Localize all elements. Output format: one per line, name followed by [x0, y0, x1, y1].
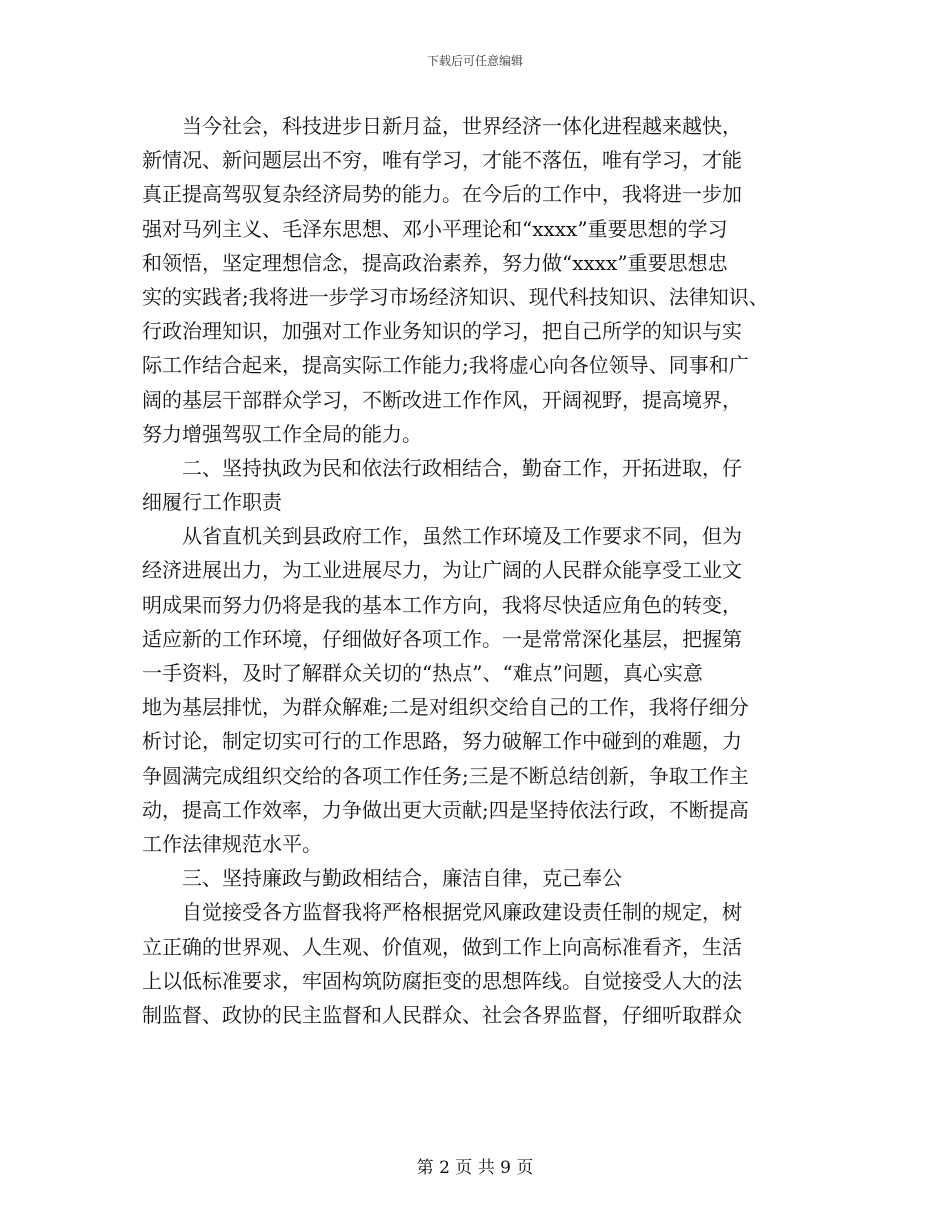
section-heading-line: 三、坚持廉政与勤政相结合，廉洁自律，克己奉公 [142, 866, 622, 891]
text-line: 际工作结合起来，提高实际工作能力;我将虚心向各位领导、同事和广 [142, 353, 749, 378]
text-line: 争圆满完成组织交给的各项工作任务;三是不断总结创新，争取工作主 [142, 763, 749, 788]
text-line: 自觉接受各方监督我将严格根据党风廉政建设责任制的规定，树 [142, 900, 742, 925]
text-line: 适应新的工作环境，仔细做好各项工作。一是常常深化基层，把握第 [142, 626, 742, 651]
section-heading-line: 二、坚持执政为民和依法行政相结合，勤奋工作，开拓进取，仔 [142, 455, 742, 480]
text-line: 和领悟，坚定理想信念，提高政治素养，努力做“xxxx”重要思想忠 [142, 250, 728, 275]
text-line: 立正确的世界观、人生观、价值观，做到工作上向高标准看齐，生活 [142, 934, 742, 959]
text-line: 动，提高工作效率，力争做出更大贡献;四是坚持依法行政，不断提高 [142, 797, 749, 822]
text-line: 析讨论，制定切实可行的工作思路，努力破解工作中碰到的难题，力 [142, 729, 742, 754]
text-line: 阔的基层干部群众学习，不断改进工作作风，开阔视野，提高境界， [142, 387, 742, 412]
body-text [142, 109, 810, 1032]
text-line: 地为基层排忧，为群众解难;二是对组织交给自己的工作，我将仔细分 [142, 695, 749, 720]
text-line: 从省直机关到县政府工作，虽然工作环境及工作要求不同，但为 [142, 524, 742, 549]
section-heading-line: 细履行工作职责 [142, 490, 282, 515]
text-line: 新情况、新问题层出不穷，唯有学习，才能不落伍，唯有学习，才能 [142, 148, 742, 173]
text-line: 行政治理知识，加强对工作业务知识的学习，把自己所学的知识与实 [142, 319, 742, 344]
text-line: 真正提高驾驭复杂经济局势的能力。在今后的工作中，我将进一步加 [142, 182, 742, 207]
text-line: 工作法律规范水平。 [142, 831, 322, 856]
text-line: 当今社会，科技进步日新月益，世界经济一体化进程越来越快， [142, 114, 742, 138]
text-line: 努力增强驾驭工作全局的能力。 [142, 421, 422, 446]
text-line: 制监督、政协的民主监督和人民群众、社会各界监督，仔细听取群众 [142, 1002, 742, 1027]
page-number: 第 2 页 共 9 页 [416, 1158, 534, 1178]
text-line: 明成果而努力仍将是我的基本工作方向，我将尽快适应角色的转变， [142, 592, 742, 617]
text-line: 上以低标准要求，牢固构筑防腐拒变的思想阵线。自觉接受人大的法 [142, 968, 742, 993]
text-line: 强对马列主义、毛泽东思想、邓小平理论和“xxxx”重要思想的学习 [142, 216, 728, 241]
text-line: 一手资料，及时了解群众关切的“热点”、“难点”问题，真心实意 [142, 661, 703, 685]
text-line: 经济进展出力，为工业进展尽力，为让广阔的人民群众能享受工业文 [142, 558, 742, 583]
header-note: 下载后可任意编辑 [426, 54, 523, 68]
text-line: 实的实践者;我将进一步学习市场经济知识、现代科技知识、法律知识、 [142, 284, 769, 309]
